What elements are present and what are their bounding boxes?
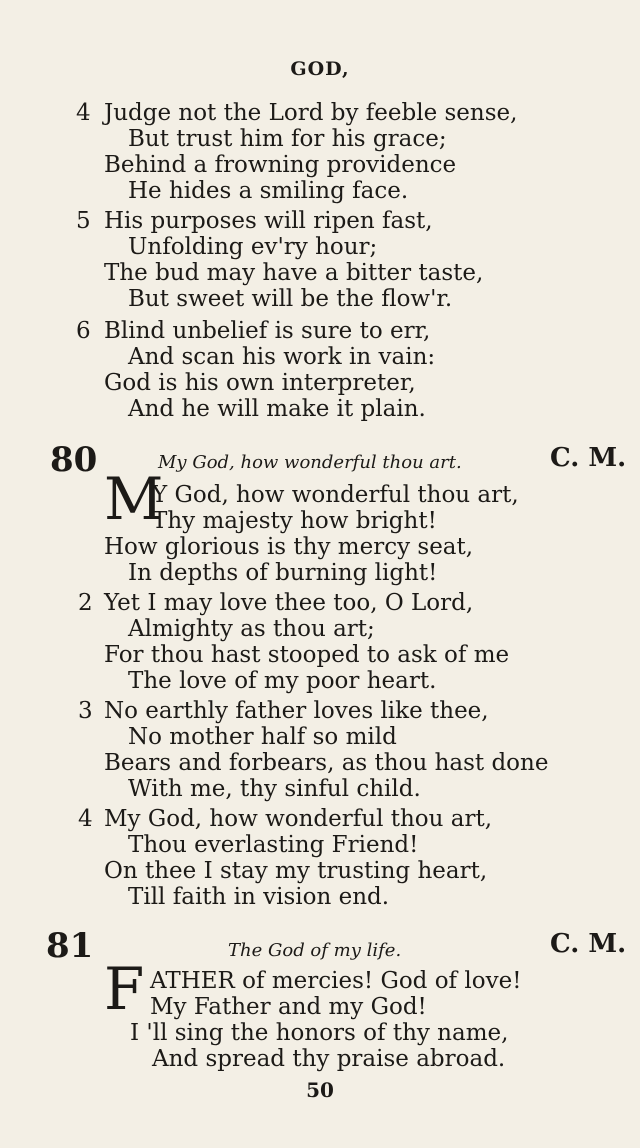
verse-line: With me, thy sinful child. — [128, 776, 421, 802]
stanza-number: 6 — [76, 318, 91, 344]
verse-line: For thou hast stooped to ask of me — [104, 642, 510, 668]
verse-line: On thee I stay my trusting heart, — [104, 858, 488, 884]
verse-line: ATHER of mercies! God of love! — [150, 968, 522, 994]
running-head: GOD, — [290, 58, 350, 80]
hymn-title: The God of my life. — [228, 940, 402, 961]
verse-line: His purposes will ripen fast, — [104, 208, 433, 234]
drop-cap: M — [104, 465, 164, 533]
verse-line: Till faith in vision end. — [128, 884, 390, 910]
verse-line: God is his own interpreter, — [104, 370, 416, 396]
verse-line: Yet I may love thee too, O Lord, — [104, 590, 474, 616]
verse-line: Behind a frowning providence — [104, 152, 457, 178]
page-number: 50 — [306, 1078, 334, 1102]
verse-line: But trust him for his grace; — [128, 126, 447, 152]
verse-line: Y God, how wonderful thou art, — [152, 482, 519, 508]
hymn-number: 81 — [46, 926, 94, 966]
verse-line: And he will make it plain. — [128, 396, 426, 422]
verse-line: No earthly father loves like thee, — [104, 698, 489, 724]
stanza-number: 2 — [78, 590, 93, 616]
verse-line: No mother half so mild — [128, 724, 397, 750]
hymn-meter: C. M. — [550, 443, 627, 473]
stanza-number: 4 — [76, 100, 91, 126]
verse-line: My Father and my God! — [150, 994, 427, 1020]
verse-line: Thy majesty how bright! — [152, 508, 437, 534]
verse-line: And scan his work in vain: — [128, 344, 436, 370]
drop-cap: F — [104, 955, 145, 1023]
verse-line: Judge not the Lord by feeble sense, — [104, 100, 518, 126]
verse-line: In depths of burning light! — [128, 560, 438, 586]
hymn-number: 80 — [50, 440, 98, 480]
verse-line: He hides a smiling face. — [128, 178, 409, 204]
verse-line: Almighty as thou art; — [128, 616, 375, 642]
stanza-number: 4 — [78, 806, 93, 832]
verse-line: I 'll sing the honors of thy name, — [130, 1020, 509, 1046]
hymn-meter: C. M. — [550, 929, 627, 959]
verse-line: The bud may have a bitter taste, — [104, 260, 484, 286]
verse-line: The love of my poor heart. — [128, 668, 437, 694]
verse-line: Unfolding ev'ry hour; — [128, 234, 378, 260]
verse-line: My God, how wonderful thou art, — [104, 806, 493, 832]
verse-line: Bears and forbears, as thou hast done — [104, 750, 549, 776]
verse-line: But sweet will be the flow'r. — [128, 286, 453, 312]
verse-line: And spread thy praise abroad. — [152, 1046, 506, 1072]
stanza-number: 3 — [78, 698, 93, 724]
verse-line: Thou everlasting Friend! — [128, 832, 419, 858]
verse-line: How glorious is thy mercy seat, — [104, 534, 474, 560]
stanza-number: 5 — [76, 208, 91, 234]
verse-line: Blind unbelief is sure to err, — [104, 318, 431, 344]
hymn-title: My God, how wonderful thou art. — [158, 452, 462, 473]
